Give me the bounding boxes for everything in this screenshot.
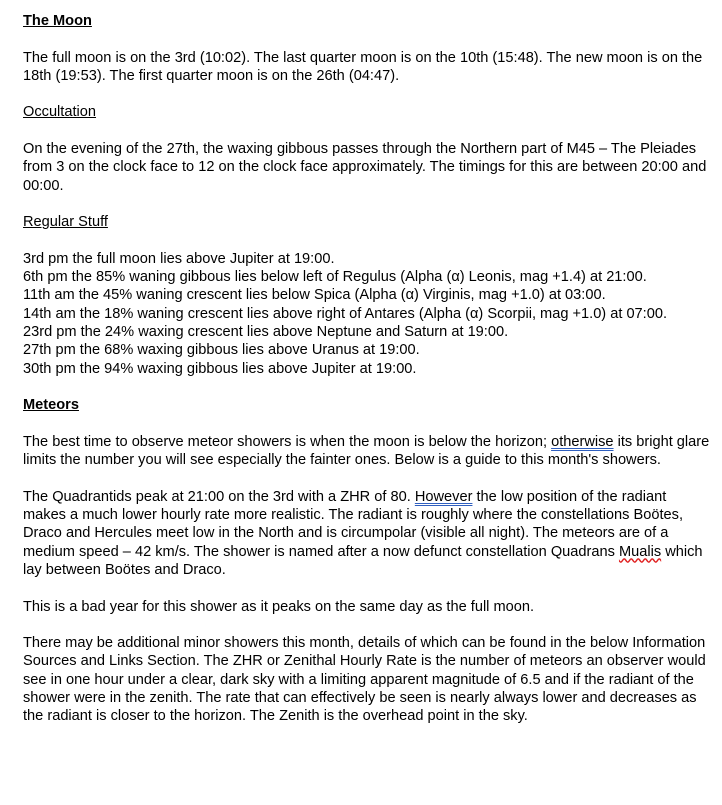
bad-year-paragraph: This is a bad year for this shower as it peaks on the same day as the full moon.: [23, 598, 535, 615]
regular-stuff-heading: [23, 213, 713, 231]
regular-stuff-heading-text: Regular Stuff: [23, 214, 108, 231]
occultation-heading-text: Occultation: [23, 104, 97, 121]
quadrantids-middle: the low position of the radiant makes a much lower hourly rate more realistic. The radiant is roughly where the constellations Boötes, Draco and Hercules meet low in the North and is circumpolar (visible all night). The meteors are of a medium speed – 42 km/s. The shower is named after a now defunct constellation Quadrans: [23, 488, 684, 560]
moon-heading-text: The Moon: [23, 13, 92, 29]
grammar-flag-however[interactable]: However: [414, 488, 473, 505]
list-item: 30th pm the 94% waxing gibbous lies above Jupiter at 19:00.: [23, 360, 417, 377]
list-item: 3rd pm the full moon lies above Jupiter at 19:00.: [23, 250, 335, 267]
list-item: 23rd pm the 24% waxing crescent lies above Neptune and Saturn at 19:00.: [23, 324, 509, 341]
document-page: [23, 12, 713, 744]
list-item: 11th am the 45% waning crescent lies below Spica (Alpha (α) Virginis, mag +1.0) at 03:00.: [23, 287, 606, 304]
quadrantids-start: The Quadrantids peak at 21:00 on the 3rd with a ZHR of 80.: [23, 488, 415, 505]
meteors-intro-start: The best time to observe meteor showers is when the moon is below the horizon;: [23, 433, 552, 450]
quadrantids-paragraph: [23, 488, 713, 579]
occultation-paragraph: On the evening of the 27th, the waxing gibbous passes through the Northern part of M45 – The Pleiades from 3 on the clock face to 12 on the clock face approximately. The timings for this are between 20:00 and 00:00.: [23, 141, 707, 194]
list-item: 27th pm the 68% waxing gibbous lies above Uranus at 19:00.: [23, 342, 420, 359]
grammar-flag-otherwise[interactable]: otherwise: [551, 433, 614, 450]
additional-showers-paragraph: There may be additional minor showers this month, details of which can be found in the below Information Sources and Links Section. The ZHR or Zenithal Hourly Rate is the number of meteors an observer would see in one hour under a clear, dark sky with a limiting apparent magnitude of 6.5 and if the radiant of the shower were in the zenith. The rate that can effectively be seen is nearly always lower and decreases as the radiant is closer to the horizon. The Zenith is the overhead point in the sky.: [23, 635, 706, 725]
meteors-heading: [23, 396, 713, 414]
meteors-intro-paragraph: [23, 433, 713, 470]
list-item: 14th am the 18% waning crescent lies above right of Antares (Alpha (α) Scorpii, mag +1.0) at 07:00.: [23, 305, 668, 322]
regular-stuff-list: [23, 250, 713, 378]
quadrantids-end: which lay between Boötes and Draco.: [23, 543, 703, 578]
moon-phases-paragraph: The full moon is on the 3rd (10:02). The last quarter moon is on the 10th (15:48). The new moon is on the 18th (19:53). The first quarter moon is on the 26th (04:47).: [23, 49, 703, 84]
spelling-flag-mualis[interactable]: Mualis: [618, 543, 662, 560]
meteors-heading-text: Meteors: [23, 397, 79, 414]
list-item: 6th pm the 85% waning gibbous lies below left of Regulus (Alpha (α) Leonis, mag +1.4) at 21:00.: [23, 269, 647, 286]
meteors-intro-end: its bright glare limits the number you will see especially the fainter ones. Below is a guide to this month's showers.: [23, 433, 710, 469]
occultation-heading: [23, 103, 713, 121]
moon-heading: [23, 12, 713, 30]
